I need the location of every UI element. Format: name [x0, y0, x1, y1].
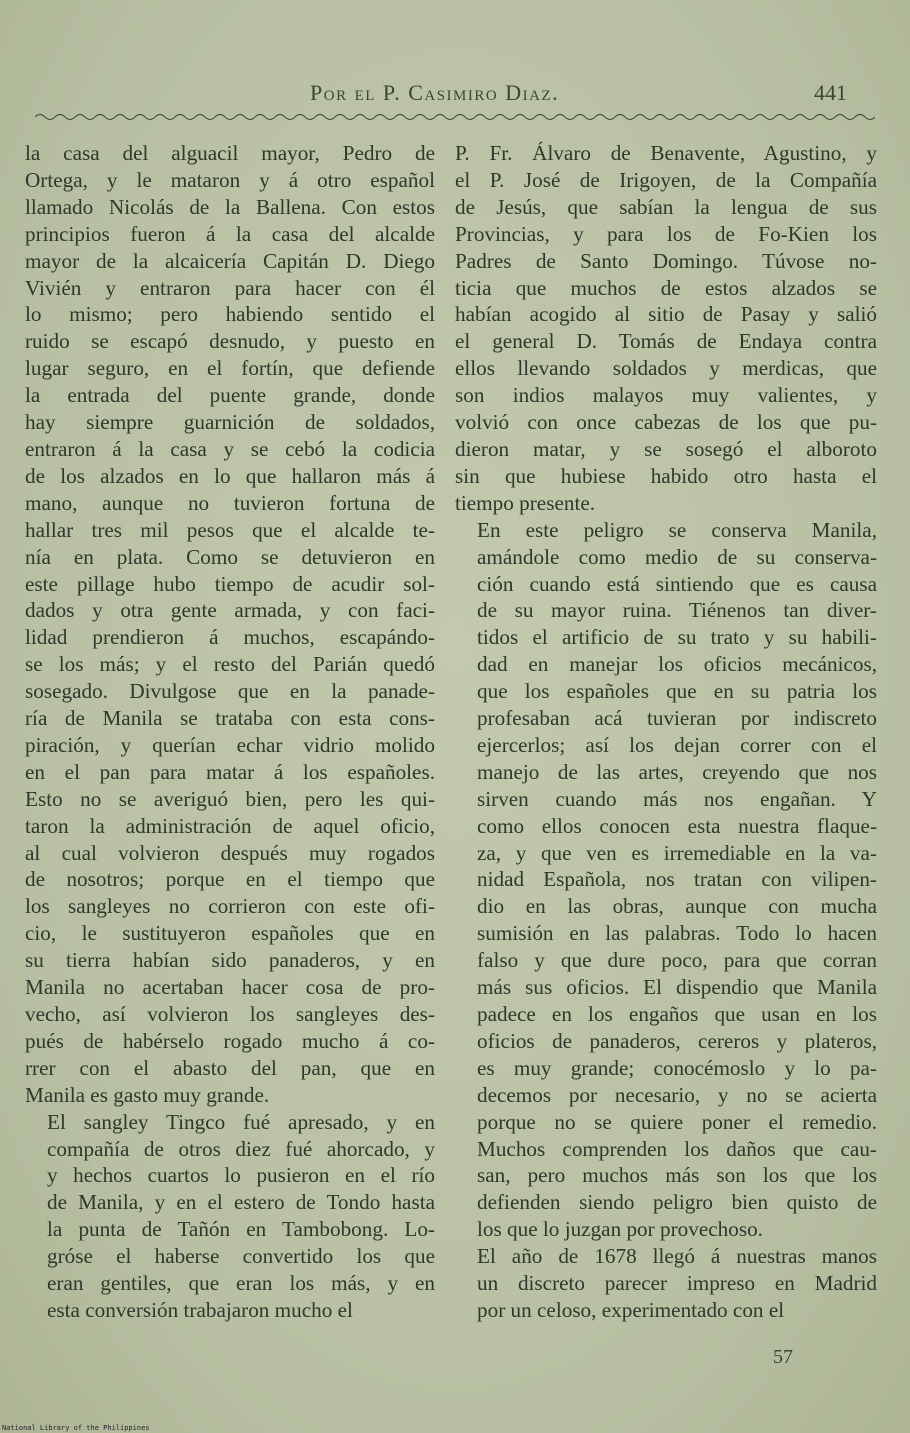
text-line: de Manila, y en el estero de Tondo hasta — [47, 1190, 435, 1215]
text-line: un discreto parecer impreso en Madrid — [477, 1271, 877, 1296]
text-line: cio, le sustituyeron españoles que en — [25, 921, 435, 946]
text-line: su tierra habían sido panaderos, y en — [25, 948, 435, 973]
text-line: Provincias, y para los de Fo-Kien los — [455, 221, 877, 246]
text-line: falso y que dure poco, para que corran — [477, 948, 877, 973]
text-line: Manila es gasto muy grande. — [25, 1082, 270, 1107]
text-line: sin que hubiese habido otro hasta el — [455, 463, 877, 488]
text-line: Esto no se averiguó bien, pero les qui- — [25, 786, 435, 811]
text-line: ejercerlos; así los dejan correr con el — [477, 732, 877, 757]
text-line: defienden siendo peligro bien quisto de — [477, 1190, 877, 1215]
text-line: dad en manejar los oficios mecánicos, — [477, 652, 877, 677]
text-line: de su mayor ruina. Tiénenos tan diver- — [477, 598, 877, 623]
text-line: decemos por necesario, y no se acierta — [477, 1082, 877, 1107]
text-line: se los más; y el resto del Parián quedó — [25, 652, 435, 677]
text-line: entraron á la casa y se cebó la codicia — [25, 436, 435, 461]
text-line: volvió con once cabezas de los que pu- — [455, 410, 877, 435]
text-line: son indios malayos muy valientes, y — [455, 383, 877, 408]
paragraph — [25, 140, 435, 1109]
text-line: manejo de las artes, creyendo que nos — [477, 759, 877, 784]
text-line: padece en los engaños que usan en los — [477, 1002, 877, 1026]
text-line: principios fueron á la casa del alcalde — [25, 221, 435, 246]
text-line: en el pan para matar á los españoles. — [25, 759, 435, 784]
text-line: El año de 1678 llegó á nuestras manos — [477, 1244, 877, 1269]
running-head-title: Por el P. Casimiro Diaz. — [310, 80, 560, 105]
text-line: ellos llevando soldados y merdicas, que — [455, 356, 877, 381]
text-line: taron la administración de aquel oficio, — [25, 813, 435, 838]
text-line: nía en plata. Como se detuvieron en — [25, 544, 435, 569]
text-line: dados y otra gente armada, y con faci- — [25, 598, 435, 623]
text-line: tiempo presente. — [455, 490, 596, 515]
text-line: mayor de la alcaicería Capitán D. Diego — [25, 248, 435, 273]
text-line: los sangleyes no corrieron con este ofi- — [25, 894, 435, 919]
text-line: sumisión en las palabras. Todo lo hacen — [477, 921, 877, 946]
paragraph — [455, 517, 877, 1243]
text-line: habían acogido al sitio de Pasay y salió — [455, 302, 877, 327]
text-line: tidos el artificio de su trato y su habili- — [477, 625, 877, 650]
text-line: Muchos comprenden los daños que cau- — [477, 1136, 877, 1161]
text-line: eran gentiles, que eran los más, y en — [47, 1271, 435, 1296]
text-line: pués de habérselo rogado mucho á co- — [25, 1028, 435, 1053]
page-number: 441 — [814, 80, 847, 105]
text-line: los que lo juzgan por provechoso. — [477, 1217, 763, 1242]
text-line: que los españoles que en su patria los — [477, 679, 877, 704]
text-line: este pillage hubo tiempo de acudir sol- — [25, 571, 435, 596]
text-line: amándole como medio de su conserva- — [477, 544, 877, 569]
text-line: lidad prendieron á muchos, escapándo- — [25, 625, 435, 650]
text-line: san, pero muchos más son los que los — [477, 1163, 877, 1188]
text-line: lo mismo; pero habiendo sentido el — [25, 302, 435, 327]
text-line: más sus oficios. El dispendio que Manila — [477, 975, 877, 1000]
text-line: de los alzados en lo que hallaron más á — [25, 463, 435, 488]
text-line: llamado Nicolás de la Ballena. Con estos — [25, 194, 435, 219]
text-line: El sangley Tingco fué apresado, y en — [47, 1109, 435, 1134]
text-line: el general D. Tomás de Endaya contra — [455, 329, 877, 354]
text-line: como ellos conocen esta nuestra flaque- — [477, 813, 877, 838]
text-line: la entrada del puente grande, donde — [25, 383, 435, 408]
text-line: ción cuando está sintiendo que es causa — [477, 571, 877, 596]
text-line: dio en las obras, aunque con mucha — [477, 894, 877, 919]
text-line: vecho, así volvieron los sangleyes des- — [25, 1002, 435, 1026]
text-line: nidad Española, nos tratan con vilipen- — [477, 867, 877, 892]
left-text-column — [25, 140, 435, 1324]
text-line: P. Fr. Álvaro de Benavente, Agustino, y — [455, 141, 877, 165]
text-line: sosegado. Divulgose que en la panade- — [25, 679, 435, 704]
text-line: hallar tres mil pesos que el alcalde te- — [25, 517, 435, 542]
text-line: gróse el haberse convertido los que — [47, 1244, 435, 1269]
text-line: Manila no acertaban hacer cosa de pro- — [25, 975, 435, 1000]
text-line: compañía de otros diez fué ahorcado, y — [47, 1136, 435, 1161]
text-line: al cual volvieron después muy rogados — [25, 840, 435, 865]
text-line: oficios de panaderos, cereros y plateros, — [477, 1028, 877, 1053]
text-line: porque no se quiere poner el remedio. — [477, 1109, 877, 1134]
right-text-column — [455, 140, 877, 1324]
text-line: la casa del alguacil mayor, Pedro de — [25, 141, 435, 165]
text-line: lugar seguro, en el fortín, que defiende — [25, 356, 435, 381]
text-line: es muy grande; conocémoslo y lo pa- — [477, 1055, 877, 1080]
running-head — [0, 80, 910, 110]
text-line: el P. José de Irigoyen, de la Compañía — [455, 167, 877, 192]
text-line: ría de Manila se trataba con esta cons- — [25, 706, 435, 731]
text-line: de Jesús, que sabían la lengua de sus — [455, 194, 877, 219]
ornamental-rule — [35, 110, 875, 124]
paragraph — [455, 140, 877, 517]
paragraph — [455, 1243, 877, 1324]
text-line: y hechos cuartos lo pusieron en el río — [47, 1163, 435, 1188]
text-line: Vivién y entraron para hacer con él — [25, 275, 435, 300]
text-line: piración, y querían echar vidrio molido — [25, 732, 435, 757]
text-line: por un celoso, experimentado con el — [477, 1297, 785, 1322]
text-line: sirven cuando más nos engañan. Y — [477, 786, 877, 811]
text-line: ticia que muchos de estos alzados se — [455, 275, 877, 300]
text-line: hay siempre guarnición de soldados, — [25, 410, 435, 435]
paragraph — [25, 1109, 435, 1324]
text-line: dieron matar, y se sosegó el alboroto — [455, 436, 877, 461]
library-stamp: National Library of the Philippines — [2, 1424, 150, 1432]
text-line: la punta de Tañón en Tambobong. Lo- — [47, 1217, 435, 1242]
text-line: de nosotros; porque en el tiempo que — [25, 867, 435, 892]
text-line: En este peligro se conserva Manila, — [477, 517, 877, 542]
text-line: za, y que ven es irremediable en la va- — [477, 840, 877, 865]
text-line: Padres de Santo Domingo. Túvose no- — [455, 248, 877, 273]
text-line: mano, aunque no tuvieron fortuna de — [25, 490, 435, 515]
text-line: ruido se escapó desnudo, y puesto en — [25, 329, 435, 354]
text-line: Ortega, y le mataron y á otro español — [25, 167, 435, 192]
text-line: rrer con el abasto del pan, que en — [25, 1055, 435, 1080]
text-line: profesaban acá tuvieran por indiscreto — [477, 706, 877, 731]
signature-mark: 57 — [773, 1346, 793, 1368]
text-line: esta conversión trabajaron mucho el — [47, 1297, 353, 1322]
